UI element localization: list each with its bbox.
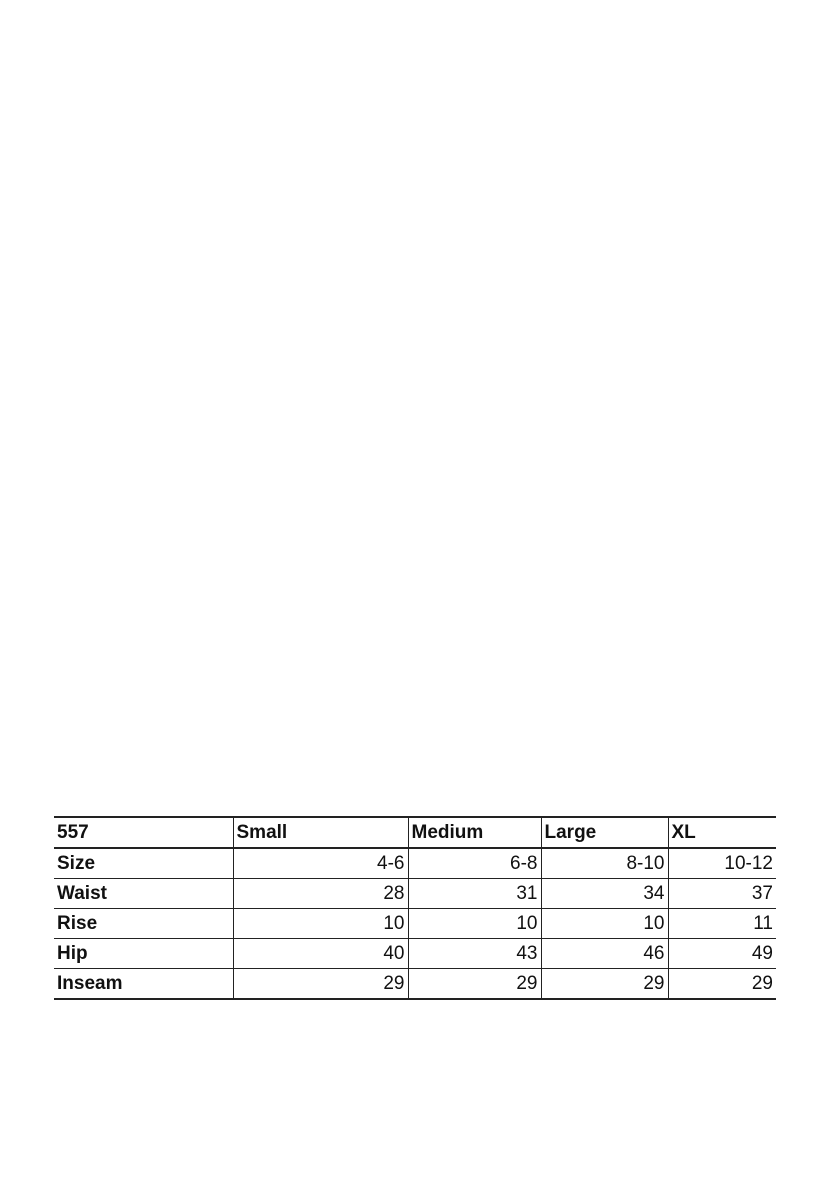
table-cell: 31 — [408, 879, 541, 909]
table-cell: 10 — [408, 909, 541, 939]
header-cell-small: Small — [233, 817, 408, 848]
table-cell: 29 — [408, 969, 541, 1000]
header-cell-large: Large — [541, 817, 668, 848]
table-row — [54, 939, 776, 969]
table-row — [54, 969, 776, 1000]
table-cell: 4-6 — [233, 848, 408, 879]
row-label-hip: Hip — [54, 939, 233, 969]
row-label-size: Size — [54, 848, 233, 879]
table-cell: 8-10 — [541, 848, 668, 879]
table-body — [54, 848, 776, 999]
table-cell: 34 — [541, 879, 668, 909]
table-cell: 29 — [233, 969, 408, 1000]
row-label-inseam: Inseam — [54, 969, 233, 1000]
table-cell: 37 — [668, 879, 776, 909]
table-row — [54, 879, 776, 909]
table-cell: 11 — [668, 909, 776, 939]
header-row — [54, 817, 776, 848]
table-cell: 40 — [233, 939, 408, 969]
table-header — [54, 817, 776, 848]
header-cell-medium: Medium — [408, 817, 541, 848]
row-label-waist: Waist — [54, 879, 233, 909]
size-chart-table — [54, 816, 776, 1000]
table-cell: 28 — [233, 879, 408, 909]
table-cell: 46 — [541, 939, 668, 969]
table-cell: 29 — [541, 969, 668, 1000]
table-cell: 10-12 — [668, 848, 776, 879]
row-label-rise: Rise — [54, 909, 233, 939]
table-row — [54, 848, 776, 879]
table-cell: 10 — [541, 909, 668, 939]
header-cell-style: 557 — [54, 817, 233, 848]
header-cell-xl: XL — [668, 817, 776, 848]
table-cell: 43 — [408, 939, 541, 969]
table-cell: 6-8 — [408, 848, 541, 879]
table-cell: 10 — [233, 909, 408, 939]
table-cell: 49 — [668, 939, 776, 969]
table-cell: 29 — [668, 969, 776, 1000]
table-row — [54, 909, 776, 939]
